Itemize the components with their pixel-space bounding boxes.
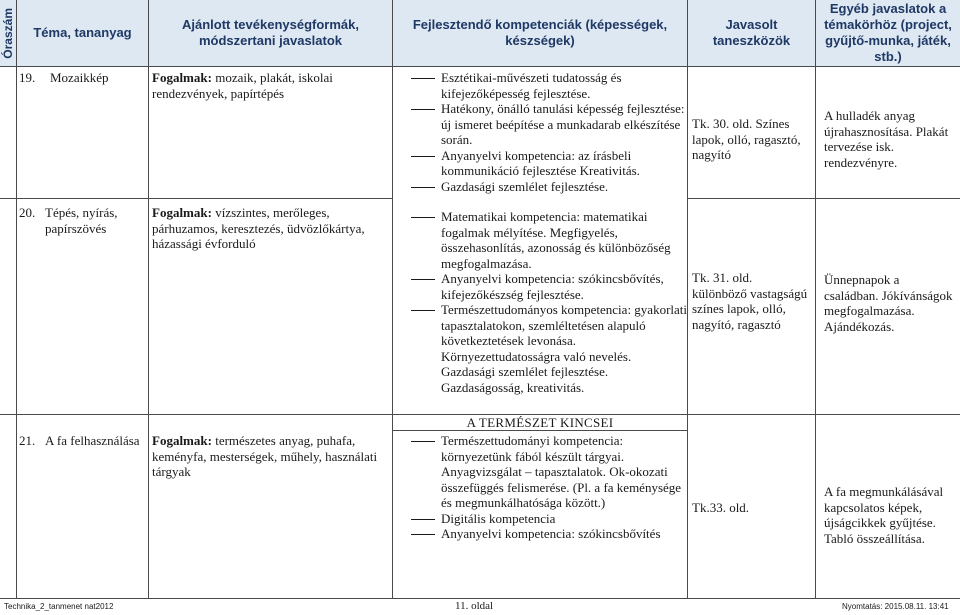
grid-line [16,0,17,598]
footer-left: Technika_2_tanmenet nat2012 [4,602,114,611]
row-20-methods [152,205,388,252]
footer-right: Nyomtatás: 2015.08.11. 13:41 [842,602,949,611]
row-20-topic: Tépés, nyírás, papírszövés [45,205,118,236]
competencies-block-3 [409,433,687,542]
competencies-block-1 [409,70,687,194]
row-19-topic: Mozaikkép [50,70,109,85]
row-19-methods-bold: Fogalmak: [152,70,212,85]
competency-item: Digitális kompetencia [409,511,687,527]
grid-line [0,414,393,415]
row-19-methods [152,70,388,101]
row-21-other: A fa megmunkálásával kapcsolatos képek, újságcikkek gyűjtése. Tabló összeállítása. [824,484,944,546]
grid-line [148,0,149,598]
header-tools: Javasolt taneszközök [688,0,815,66]
grid-line [688,198,960,199]
footer-page-number: 11. oldal [455,600,494,612]
competency-item: Természettudományos kompetencia: gyakorlati tapasztalatokon, szemléltetésen alapuló következtetések levonása. Környezettudatosságra való nevelés. [409,302,687,364]
row-20-number: 20. [19,205,36,220]
header-competencies: Fejlesztendő kompetenciák (képességek, készségek) [393,0,687,66]
row-21-methods [152,433,388,480]
row-21-methods-bold: Fogalmak: [152,433,212,448]
competency-item: Anyanyelvi kompetencia: szókincsbővítés [409,526,687,542]
grid-line [0,66,960,67]
row-19-other: A hulladék anyag újrahasznosítása. Plakát tervezése isk. rendezvényre. [824,108,949,170]
competency-item: Esztétikai-művészeti tudatosság és kifejezőképesség fejlesztése. [409,70,687,101]
competency-item: Gazdasági szemlélet fejlesztése. [409,179,687,195]
competencies-block-2 [409,209,687,395]
grid-line [815,0,816,598]
grid-line [0,198,393,199]
grid-line [687,0,688,598]
competency-item: Hatékony, önálló tanulási képesség fejlesztése: új ismeret beépítése a munkadarab elkészítése során. [409,101,687,148]
header-topic: Téma, tananyag [17,0,148,66]
competency-item: Anyanyelvi kompetencia: az írásbeli kommunikáció fejlesztése Kreativitás. [409,148,687,179]
grid-line [0,598,960,599]
row-21-number: 21. [19,433,36,448]
competency-item: Gazdasági szemlélet fejlesztése. Gazdaságosság, kreativitás. [441,364,609,395]
row-19-number: 19. [19,70,36,85]
header-hours-label: Óraszám [1,7,15,59]
row-21-topic: A fa felhasználása [45,433,140,448]
row-20-methods-text: vízszintes, merőleges, párhuzamos, keresztezés, üdvözlőkártya, házassági évforduló [152,205,365,251]
row-20-tools: Tk. 31. old. különböző vastagságú színes lapok, olló, nagyító, ragasztó [692,270,808,332]
section-title: A TERMÉSZET KINCSEI [466,415,614,430]
competency-item: Anyanyelvi kompetencia: szókincsbővítés, kifejezőkészség fejlesztése. [409,271,687,302]
row-21-tools: Tk.33. old. [692,500,750,515]
row-20-methods-bold: Fogalmak: [152,205,212,220]
row-19-tools: Tk. 30. old. Színes lapok, olló, ragasztó, nagyító [692,116,801,162]
header-hours [0,0,16,66]
header-other: Egyéb javaslatok a témakörhöz (project, gyűjtő-munka, játék, stb.) [816,0,960,66]
competency-item: Matematikai kompetencia: matematikai fogalmak mélyítése. Megfigyelés, összehasonlítás, azonosság és különbözőség megfogalmazása. [409,209,687,271]
competency-item: Természettudományi kompetencia: környezetünk fából készült tárgyai. Anyagvizsgálat – tapasztalatok. Ok-okozati összefüggés felismerése. (Pl. a fa keménysége és megmunkálhatósága között.) [409,433,687,511]
grid-line [392,0,393,598]
header-methods: Ajánlott tevékenységformák, módszertani javaslatok [149,0,392,66]
row-20-other: Ünnepnapok a családban. Jókívánságok megfogalmazása. Ajándékozás. [824,272,953,334]
row-21-methods-text: természetes anyag, puhafa, keményfa, mesterségek, műhely, használati tárgyak [152,433,378,479]
row-19-methods-text: mozaik, plakát, iskolai rendezvények, papírtépés [152,70,333,101]
